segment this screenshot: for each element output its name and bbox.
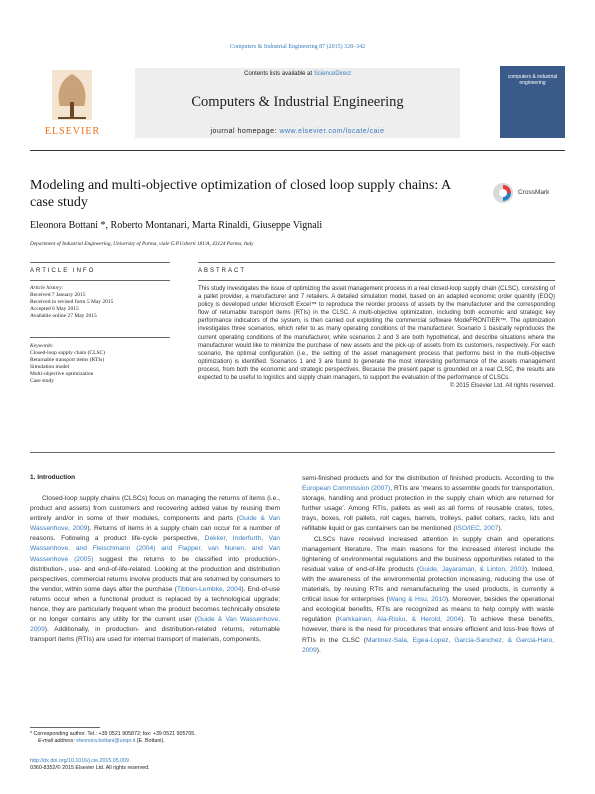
abstract-bottom-rule [30, 452, 555, 453]
citation-link[interactable]: ISO/IEC, 2007 [455, 525, 499, 533]
issn-copyright: 0360-8352/© 2015 Elsevier Ltd. All rights reserved. [30, 765, 150, 772]
journal-homepage: journal homepage: www.elsevier.com/locate/caie [210, 128, 385, 135]
citation-link[interactable]: Guide & Van Wassenhove, 2009 [30, 616, 280, 634]
sciencedirect-link[interactable]: ScienceDirect [313, 71, 351, 77]
article-history [30, 285, 170, 320]
journal-header-box [135, 68, 460, 138]
header-rule [30, 150, 565, 151]
homepage-link[interactable]: www.elsevier.com/locate/caie [279, 128, 385, 135]
email-link[interactable]: eleonora.bottani@unipr.it [76, 738, 136, 744]
citation-link[interactable]: Karkkainen, Ala-Risku, & Herold, 2004 [337, 616, 462, 624]
history-item: Accepted 6 May 2015 [30, 306, 79, 313]
publisher-name: ELSEVIER [44, 126, 101, 137]
paragraph: Closed-loop supply chains (CLSCs) focus on managing the returns of items (i.e., product and assets) from customers and recovering added value by reusing them entirely and/or in some of their modules, components and parts (Guide & Van Wassenhove, 2009). Returns of items in a supply chain can occur for a number of reasons. Following a product life-cycle perspective, Dekker, Inderfurth, Van Wassenhove, and Fleischmann (2004) and Flapper, van Nunen, and Van Wassenhove (2005) suggest the returns to be classified into production-, distribution-, use- and end-of-life-related. Looking at the production and distribution perspectives, commercial returns involve products that are returned by consumers to the vendor, within some days after the purchase (Tibben-Lembke, 2004). End-of-use returns occur when a functional product is replaced by a technological upgrade; hence, they are particularly frequent when the product becomes technically obsolete or no longer contains any utility for the current user (Guide & Van Wassenhove, 2009). Additionally, in production- and distribution-related returns, returnable transport items (RTIs) are used for internal transport of materials, components, [30, 495, 280, 644]
crossmark-badge[interactable] [492, 182, 564, 204]
keywords-label: Keywords: [30, 343, 54, 349]
paragraph: semi-finished products and for the distribution of finished products. According to the European Commission (2007), RTIs are 'means to assemble goods for transportation, storage, handling and product protection in the supply chain which are returned for further usage'. Among RTIs, pallets as well as all forms of reusable crates, totes, trays, boxes, roll pallets, roll cages, barrels, trolleys, pallet collars, racks, lids and refillable liquid or gas containers can be mentioned (ISO/IEC, 2007). [302, 475, 554, 533]
crossmark-label: CrossMark [518, 189, 550, 196]
keyword: Simulation model [30, 364, 70, 371]
history-item: Received 7 January 2015 [30, 292, 86, 299]
abstract-copyright: © 2015 Elsevier Ltd. All rights reserved. [449, 383, 555, 390]
abstract-text: This study investigates the issue of optimizing the asset management process in a real closed-loop supply chain (CLSC), consisting of a pallet provider, a manufacturer and 7 retailers. A detailed simulation model, based on an adapted economic order quantity (EOQ) policy is developed under Microsoft Excel™ to reproduce the reorder process of assets by the manufacturer and the corresponding flow of returnable transport items (RTIs) in the CLSC. A multi-objective optimization, including both economic and strategic key performance indicators of the system, is then carried out exploiting the commercial software ModeFRONTIER™. The optimization investigates three scenarios, which refer to as many operating conditions of the manufacturer. Scenario 1 basically reproduces the current operating conditions of the manufacturer, while scenarios 2 and 3 are both hypothetical, and describe situations where the manufacturer would like to minimize the purchase of new assets and the pick-up of assets from its customers, respectively. For each scenario, the optimal configuration (i.e., the setting of the asset management process that performs best in the multi-objective optimization) is identified. Scenarios 1 and 3 are found to generate the most interesting performance of the assets management process, from both the economic and strategic perspectives. Because the present paper is grounded on a real CLSC, the results are expected to be useful to logistics and supply chain managers, to support the evaluation of the performance of CLSCs. [198, 286, 555, 382]
contents-line: Contents lists available at ScienceDirect [244, 71, 351, 77]
info-sep-rule [30, 337, 170, 338]
paragraph: CLSCs have received increased attention in supply chain and operations management literature. The main reasons for the increased interest include the tightening of environmental regulations and the business opportunities related to the residual value of end-of-life products (Guide, Jayaraman, & Linton, 2003). Indeed, with the awareness of the environmental protection increasing, reducing the use of materials, by reusing RTIs and remanufacturing the used products, is currently a critical issue for enterprises (Wang & Hsu, 2010). Moreover, besides the operational and ecological benefits, RTIs are recognized as means to help comply with waste regulation (Karkkainen, Ala-Risku, & Herold, 2004). To achieve these benefits, however, there is the need for procedures that ensure efficient and loss-free flows of RTIs in the CLSC (Martinez-Sala, Egea-Lopez, Garcia-Sanchez, & Garcia-Haro, 2009). [302, 535, 555, 654]
intro-right-column [302, 474, 554, 656]
doi-block [30, 758, 150, 772]
footnote-rule [30, 727, 100, 728]
citation-link[interactable]: Tibben-Lembke, 2004 [176, 585, 242, 593]
elsevier-logo [30, 66, 115, 138]
section-heading: 1. Introduction [30, 474, 76, 481]
citation-link[interactable]: Guide, Jayaraman, & Linton, 2003 [419, 565, 525, 573]
keywords [30, 343, 170, 386]
keyword: Closed-loop supply chain (CLSC) [30, 350, 106, 357]
abstract-heading: ABSTRACT [198, 268, 247, 274]
citation-link[interactable]: European Commission (2007) [302, 485, 391, 493]
info-mid-rule [30, 280, 170, 281]
corresponding-author: * Corresponding author. Tel.: +39 0521 905872; fax: +39 0521 905705. [30, 731, 196, 737]
author-list: Eleonora Bottani *, Roberto Montanari, Marta Rinaldi, Giuseppe Vignali [30, 220, 323, 231]
cover-text: computers & industrial engineering [507, 74, 558, 86]
citation-link[interactable]: Dekker, Inderfurth, Van Wassenhove, and Fleischmann (2004) and Flapper, van Nunen, and Van Wassenhove (2005) [30, 535, 280, 563]
citation-link[interactable]: Martinez-Sala, Egea-Lopez, Garcia-Sanchez, & Garcia-Haro, 2009 [302, 636, 555, 654]
info-top-rule [30, 262, 170, 263]
keyword: Case study [30, 378, 54, 385]
history-item: Available online 27 May 2015 [30, 313, 97, 320]
journal-citation[interactable]: Computers & Industrial Engineering 87 (2015) 328–342 [229, 44, 366, 50]
footnote [30, 731, 280, 745]
journal-title: Computers & Industrial Engineering [191, 94, 404, 110]
history-label: Article history: [30, 285, 64, 291]
history-item: Received in revised form 5 May 2015 [30, 299, 114, 306]
citation-link[interactable]: Wang & Hsu, 2010 [388, 596, 446, 604]
abstract-body [198, 285, 555, 390]
abstract-top-rule [198, 262, 555, 263]
keyword: Returnable transport items (RTIs) [30, 357, 105, 364]
article-title: Modeling and multi-objective optimization of closed loop supply chains: A case study [30, 178, 451, 210]
intro-left-column [30, 494, 280, 645]
keyword: Multi-objective optimization [30, 371, 94, 378]
email-line: E-mail address: eleonora.bottani@unipr.it (E. Bottani). [38, 738, 165, 744]
affiliation: Department of Industrial Engineering, University of Parma, viale G.P.Usberti 181/A, 43124 Parma, Italy [30, 241, 254, 247]
crossmark-icon [492, 182, 514, 204]
doi-link[interactable]: http://dx.doi.org/10.1016/j.cie.2015.05.009 [30, 758, 129, 764]
journal-banner [30, 64, 565, 147]
article-info-heading: ARTICLE INFO [30, 268, 96, 274]
abstract-mid-rule [198, 280, 555, 281]
journal-cover-thumbnail [500, 66, 565, 138]
citation-link[interactable]: Guide & Van Wassenhove, 2009 [30, 515, 280, 533]
